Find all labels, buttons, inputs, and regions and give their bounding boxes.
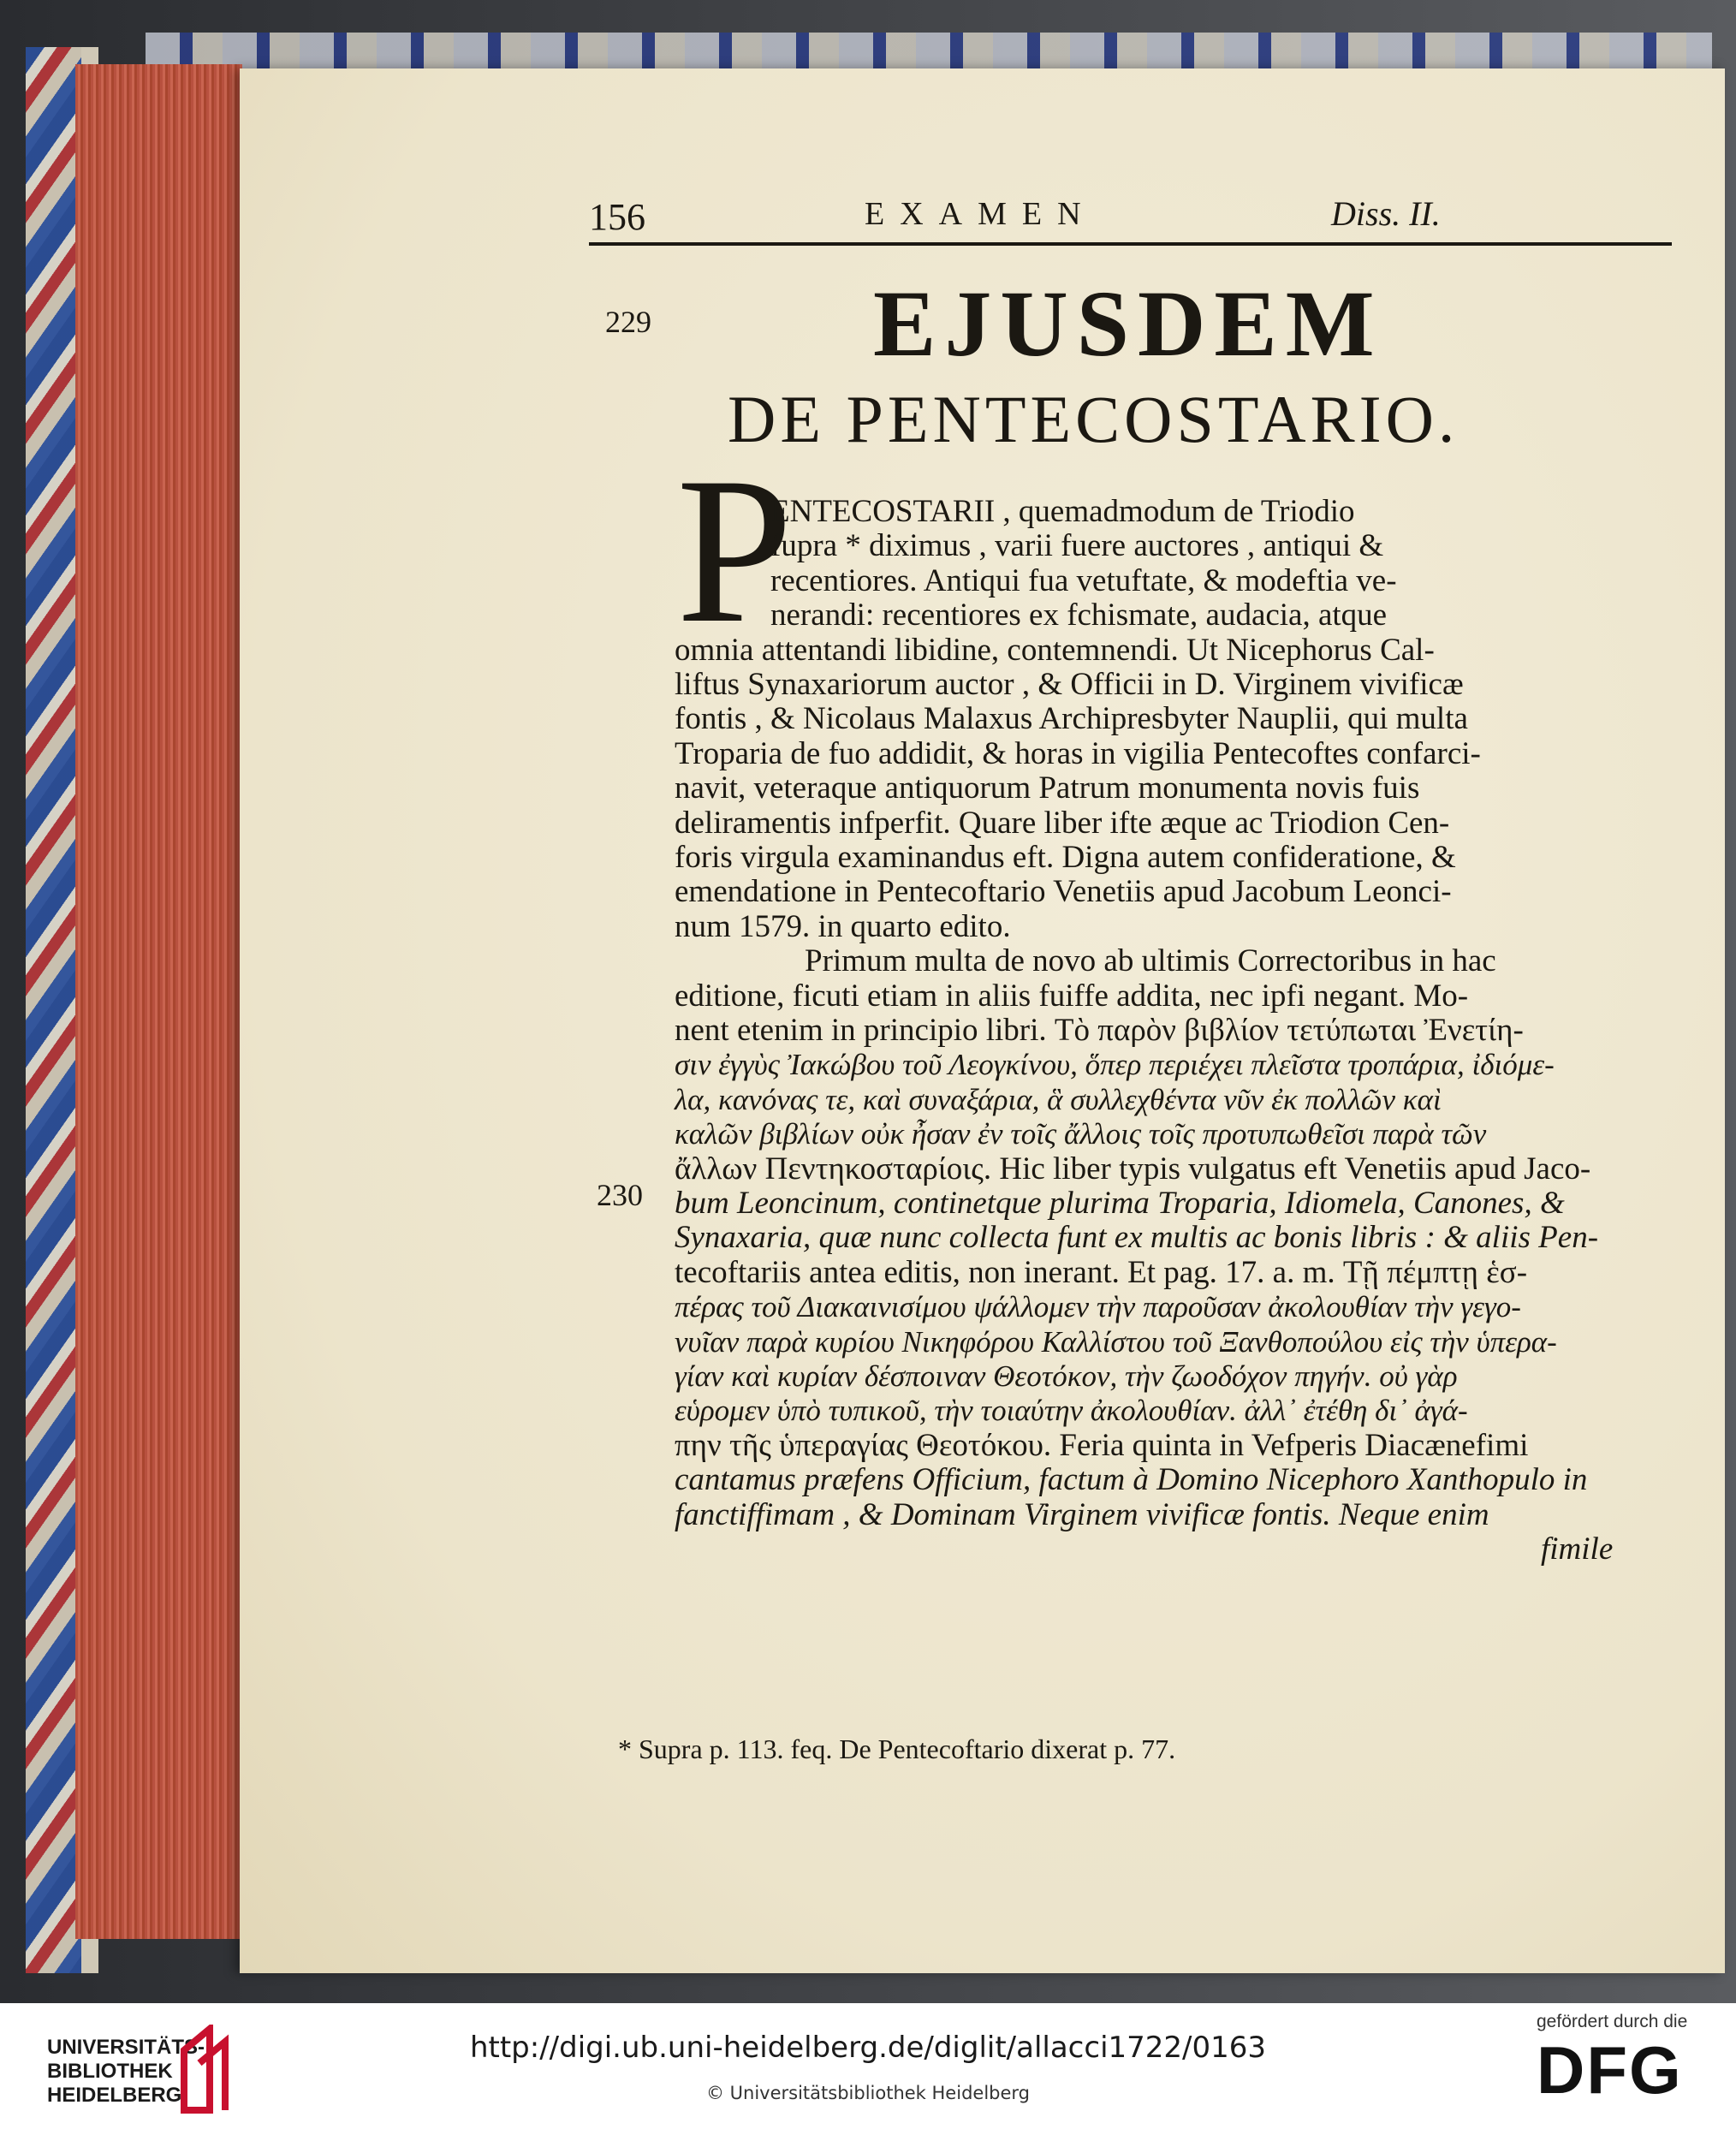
dfg-logo[interactable]: DFG: [1537, 2032, 1683, 2108]
running-title: EXAMEN: [865, 196, 1097, 232]
text-line: λα, κανόνας τε, καὶ συναξάρια, ἃ συλλεχθέντα νῦν ἐκ πολλῶν καὶ: [675, 1082, 1442, 1116]
text-line: Primum multa de novo ab ultimis Correctoribus in hac: [805, 943, 1496, 979]
library-name-line: BIBLIOTHEK: [47, 2060, 173, 2083]
page-number: 156: [589, 196, 645, 238]
copyright-notice: © Universitätsbibliothek Heidelberg: [705, 2083, 1030, 2103]
margin-number: 229: [605, 305, 651, 339]
text-line: bum Leoncinum, continetque plurima Troparia, Idiomela, Canones, &: [675, 1186, 1565, 1221]
running-head: [589, 195, 1672, 247]
text-line: foris virgula examinandus eft. Digna autem confideratione, &: [675, 840, 1456, 875]
text-line: omnia attentandi libidine, contemnendi. Ut Nicephorus Cal-: [675, 632, 1435, 668]
text-line: πην τῆς ὑπεραγίας Θεοτόκου. Feria quinta in Vefperis Diacænefimi: [675, 1427, 1529, 1463]
text-line: nerandi: recentiores ex fchismate, audacia, atque: [770, 598, 1388, 633]
chapter-title: EJUSDEM: [873, 271, 1383, 376]
sponsor-caption: gefördert durch die: [1537, 2012, 1688, 2031]
marbled-endpaper-top: [146, 33, 1712, 74]
text-line: num 1579. in quarto edito.: [675, 908, 1011, 944]
text-line: εὑρομεν ὑπὸ τυπικοῦ, τὴν τοιαύτην ἀκολουθίαν. ἀλλ᾽ ἐτέθη δι᾽ ἀγά-: [675, 1394, 1468, 1428]
library-name-line: UNIVERSITÄTS-: [47, 2036, 205, 2059]
text-line: liftus Synaxariorum auctor , & Officii in D. Virginem vivificæ: [675, 667, 1464, 702]
text-line: Synaxaria, quæ nunc collecta funt ex multis ac bonis libris : & aliis Pen-: [675, 1220, 1599, 1256]
text-line: deliramentis infperfit. Quare liber ifte æque ac Triodion Cen-: [675, 805, 1450, 841]
chapter-subtitle: DE PENTECOSTARIO.: [728, 382, 1460, 456]
text-line: Troparia de fuo addidit, & horas in vigilia Pentecoftes confarci-: [675, 735, 1481, 771]
text-line: νυῖαν παρὰ κυρίου Νικηφόρου Καλλίστου τοῦ Ξανθοπούλου εἰς τὴν ὑπερα-: [675, 1324, 1557, 1359]
text-line: fontis , & Nicolaus Malaxus Archipresbyter Nauplii, qui multa: [675, 701, 1468, 737]
header-rule: [589, 242, 1672, 246]
text-line: nent etenim in principio libri. Τὸ παρὸν βιβλίον τετύπωται Ἐνετίη-: [675, 1013, 1524, 1048]
text-line: ἄλλων Πεντηκοσταρίοις. Hic liber typis vulgatus eft Venetiis apud Jaco-: [675, 1151, 1591, 1186]
text-line: navit, veteraque antiquorum Patrum monumenta novis fuis: [675, 770, 1420, 806]
text-line: σιν ἐγγὺς Ἰακώβου τοῦ Λεογκίνου, ὅπερ περιέχει πλεῖστα τροπάρια, ἰδιόμε-: [675, 1048, 1555, 1082]
red-page-edges: [75, 64, 242, 1939]
text-line: recentiores. Antiqui fua vetuftate, & modeftia ve-: [770, 562, 1397, 598]
text-line: καλῶν βιβλίων οὐκ ἦσαν ἐν τοῖς ἄλλοις τοῖς προτυπωθεῖσι παρὰ τῶν: [675, 1117, 1487, 1151]
running-section: Diss. II.: [1331, 194, 1441, 233]
text-line: fanctiffimam , & Dominam Virginem vivificæ fontis. Neque enim: [675, 1496, 1489, 1532]
drop-cap: P: [676, 434, 794, 666]
margin-number: 230: [597, 1178, 643, 1212]
permalink-url[interactable]: http://digi.ub.uni-heidelberg.de/diglit/allacci1722/0163: [469, 2031, 1267, 2065]
text-line: cantamus præfens Officium, factum à Domino Nicephoro Xanthopulo in: [675, 1462, 1588, 1498]
text-line: ENTECOSTARII , quemadmodum de Triodio: [770, 494, 1355, 529]
text-line: editione, ficuti etiam in aliis fuiffe addita, nec ipfi negant. Mo-: [675, 978, 1469, 1014]
text-line: γίαν καὶ κυρίαν δέσποιναν Θεοτόκον, τὴν ζωοδόχον πηγήν. οὐ γὰρ: [675, 1359, 1458, 1393]
footer-bar: [0, 2003, 1736, 2129]
library-name-line: HEIDELBERG: [47, 2084, 182, 2107]
footnote: * Supra p. 113. feq. De Pentecoftario dixerat p. 77.: [618, 1734, 1176, 1764]
text-line: fimile: [1541, 1531, 1614, 1567]
text-line: tecoftariis antea editis, non inerant. Et pag. 17. a. m. Τῇ πέμπτῃ ἑσ-: [675, 1254, 1528, 1290]
text-line: emendatione in Pentecoftario Venetiis apud Jacobum Leonci-: [675, 874, 1452, 910]
text-line: fupra * diximus , varii fuere auctores , antiqui &: [770, 528, 1384, 564]
text-line: πέρας τοῦ Διακαινισίμου ψάλλομεν τὴν παροῦσαν ἀκολουθίαν τὴν γεγο-: [675, 1290, 1521, 1324]
